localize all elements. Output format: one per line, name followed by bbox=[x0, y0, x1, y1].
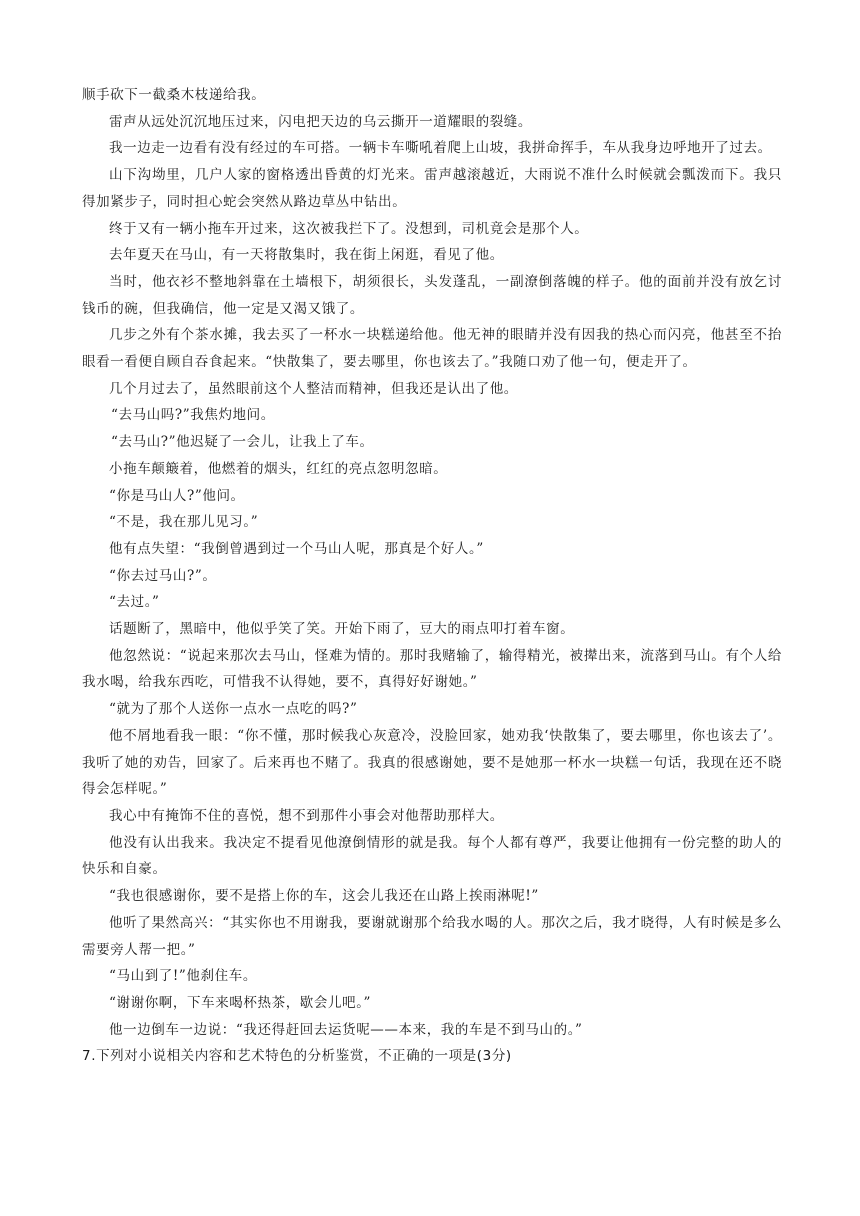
paragraph: 他没有认出我来。我决定不提看见他潦倒情形的就是我。每个人都有尊严，我要让他拥有一份完整的助人的快乐和自豪。 bbox=[82, 834, 782, 878]
paragraph: “我也很感谢你，要不是搭上你的车，这会儿我还在山路上挨雨淋呢!” bbox=[109, 888, 539, 905]
paragraph: “马山到了!”他刹住车。 bbox=[109, 968, 257, 985]
paragraph: 小拖车颠簸着，他燃着的烟头，红红的亮点忽明忽暗。 bbox=[109, 460, 448, 477]
paragraph: 我心中有掩饰不住的喜悦，想不到那件小事会对他帮助那样大。 bbox=[109, 807, 504, 824]
paragraph: 他不屑地看我一眼：“你不懂，那时候我心灰意冷，没脸回家，她劝我‘快散集了，要去哪里，你也该去了’。我听了她的劝告，回家了。后来再也不赌了。我真的很感谢她，要不是她那一杯水一块糕一句话，我现在还不晓得会怎样呢。” bbox=[82, 727, 782, 798]
paragraph: “谢谢你啊，下车来喝杯热茶，歇会儿吧。” bbox=[109, 994, 372, 1011]
paragraph: “去马山?”他迟疑了一会儿，让我上了车。 bbox=[111, 434, 374, 451]
paragraph: “你去过马山?”。 bbox=[109, 567, 217, 584]
paragraph: 他有点失望：“我倒曾遇到过一个马山人呢，那真是个好人。” bbox=[109, 540, 484, 557]
paragraph: 顺手砍下一截桑木枝递给我。 bbox=[82, 87, 266, 103]
paragraph: “去马山吗?”我焦灼地问。 bbox=[111, 407, 275, 424]
paragraph: “去过。” bbox=[109, 594, 160, 611]
paragraph: “你是马山人?”他问。 bbox=[109, 487, 245, 504]
paragraph: “就为了那个人送你一点水一点吃的吗?” bbox=[109, 701, 358, 718]
paragraph: 他忽然说：“说起来那次去马山，怪难为情的。那时我赌输了，输得精光，被撵出来，流落到马山。有个人给我水喝，给我东西吃，可惜我不认得她，要不，真得好好谢她。” bbox=[82, 647, 782, 691]
paragraph: 去年夏天在马山，有一天将散集时，我在街上闲逛，看见了他。 bbox=[109, 247, 504, 264]
paragraph: 雷声从远处沉沉地压过来，闪电把天边的乌云撕开一道耀眼的裂缝。 bbox=[109, 113, 532, 130]
paragraph: 几个月过去了，虽然眼前这个人整洁而精神，但我还是认出了他。 bbox=[109, 380, 518, 397]
paragraph: 我一边走一边看有没有经过的车可搭。一辆卡车嘶吼着爬上山坡，我拼命挥手，车从我身边呼地开了过去。 bbox=[109, 140, 772, 157]
paragraph: 他一边倒车一边说：“我还得赶回去运货呢——本来，我的车是不到马山的。” bbox=[109, 1021, 583, 1038]
paragraph: 几步之外有个茶水摊，我去买了一杯水一块糕递给他。他无神的眼睛并没有因我的热心而闪亮，他甚至不抬眼看一看便自顾自吞食起来。“快散集了，要去哪里，你也该去了。”我随口劝了他一句，便走开了。 bbox=[82, 327, 782, 371]
paragraph: 当时，他衣衫不整地斜靠在土墙根下，胡须很长，头发蓬乱，一副潦倒落魄的样子。他的面前并没有放乞讨钱币的碗，但我确信，他一定是又渴又饿了。 bbox=[82, 273, 782, 317]
question-7: 7.下列对小说相关内容和艺术特色的分析鉴赏，不正确的一项是(3分) bbox=[82, 1048, 512, 1065]
paragraph: 山下沟坳里，几户人家的窗格透出昏黄的灯光来。雷声越滚越近，大雨说不准什么时候就会瓢泼而下。我只得加紧步子，同时担心蛇会突然从路边草丛中钻出。 bbox=[82, 167, 782, 210]
paragraph: 他听了果然高兴：“其实你也不用谢我，要谢就谢那个给我水喝的人。那次之后，我才晓得，人有时候是多么需要旁人帮一把。” bbox=[82, 914, 782, 958]
paragraph: 话题断了，黑暗中，他似乎笑了笑。开始下雨了，豆大的雨点叩打着车窗。 bbox=[109, 621, 575, 638]
paragraph: “不是，我在那儿见习。” bbox=[109, 514, 259, 531]
paragraph: 终于又有一辆小拖车开过来，这次被我拦下了。没想到，司机竟会是那个人。 bbox=[109, 220, 589, 237]
document-page bbox=[82, 82, 782, 1070]
